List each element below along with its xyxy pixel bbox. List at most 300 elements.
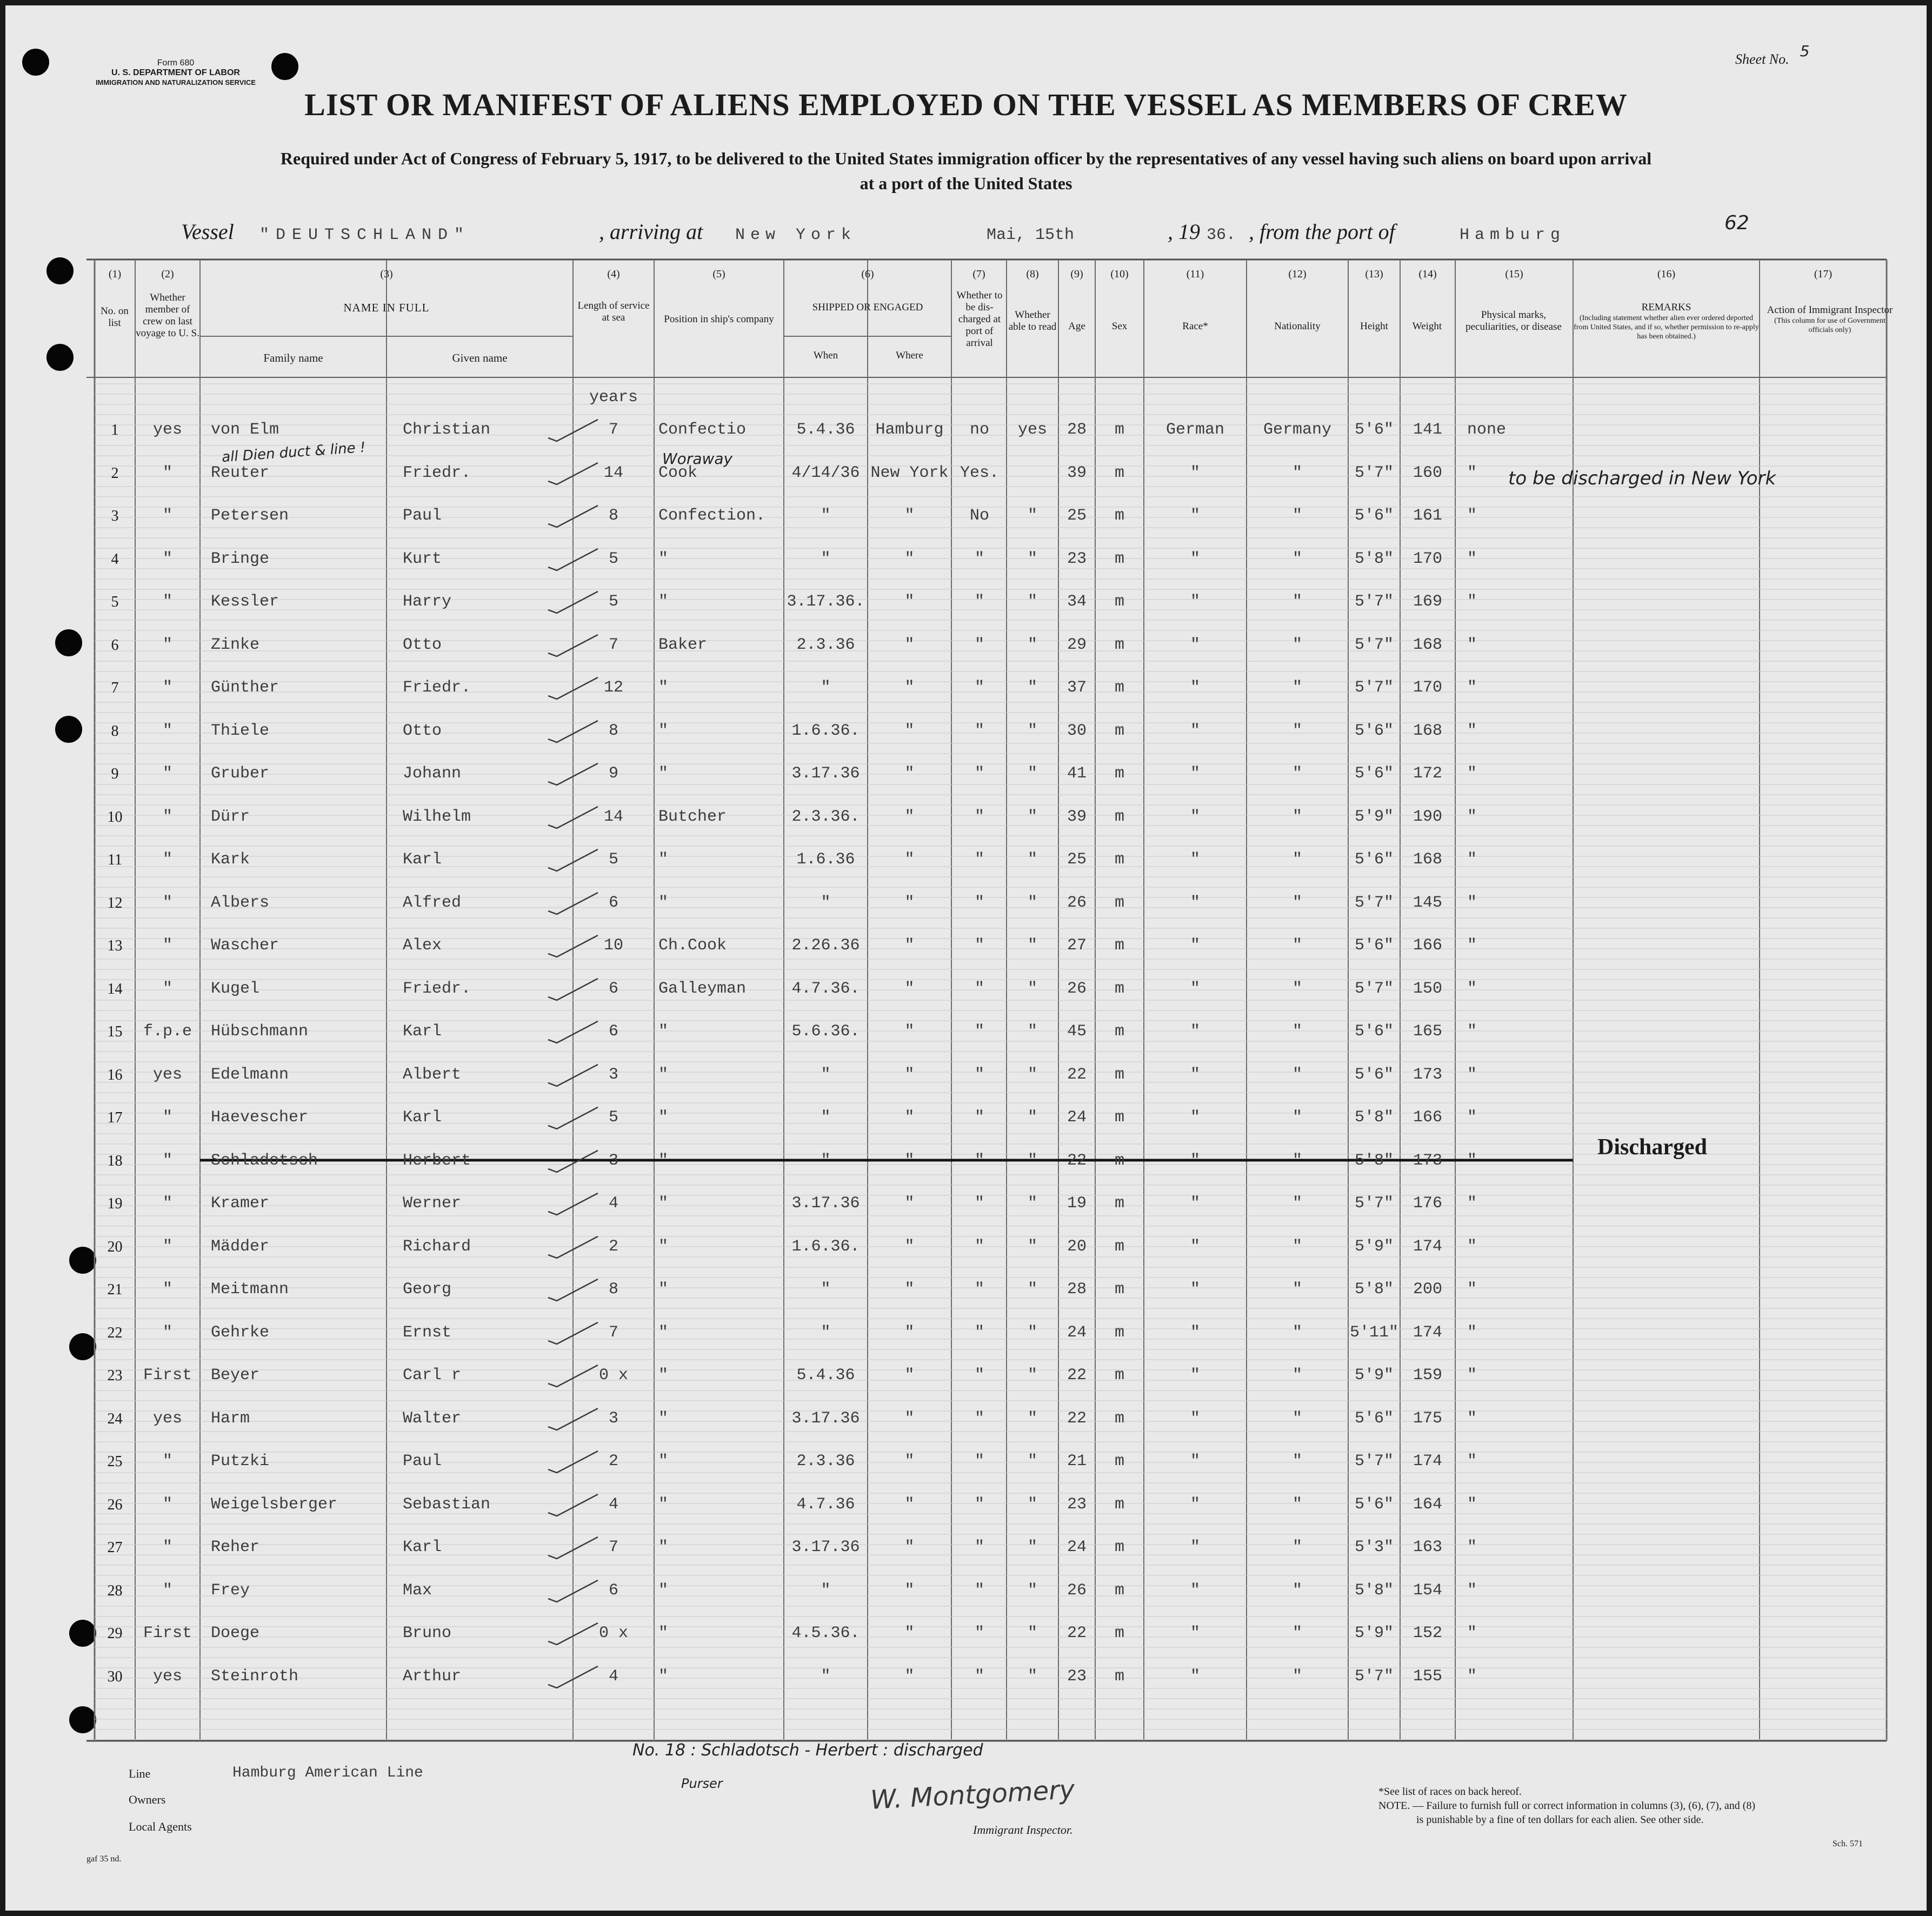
cell-service: 8	[608, 507, 618, 525]
cell-race: "	[1190, 1065, 1200, 1084]
cell-height: 5'6"	[1354, 721, 1394, 740]
cell-race: "	[1190, 549, 1200, 568]
check-mark-icon	[546, 1190, 600, 1217]
cell-race: "	[1190, 1366, 1200, 1385]
column-number: (17)	[1814, 268, 1833, 280]
cell-weight: 174	[1413, 1237, 1442, 1256]
cell-weight: 172	[1413, 764, 1442, 783]
cell-discharged: "	[974, 1538, 984, 1556]
cell-height: 5'9"	[1354, 807, 1394, 826]
check-mark-icon	[546, 631, 600, 658]
column-number: (12)	[1288, 268, 1307, 280]
cell-age: 21	[1067, 1452, 1087, 1471]
col-header-read: Whether able to read	[1008, 309, 1057, 332]
cell-shipped-when: 5.4.36	[796, 1366, 855, 1385]
arriving-label: , arriving at	[599, 219, 703, 244]
cell-crew-member: "	[162, 593, 172, 611]
cell-crew-member: yes	[152, 1409, 182, 1428]
footer-agents-label: Local Agents	[129, 1820, 192, 1833]
cell-crew-member: "	[162, 807, 172, 826]
cell-able-to-read: yes	[1017, 421, 1047, 439]
cell-shipped-where: "	[904, 1280, 915, 1299]
check-mark-icon	[546, 1405, 600, 1432]
cell-able-to-read: "	[1027, 1194, 1037, 1213]
cell-height: 5'9"	[1354, 1624, 1394, 1642]
cell-able-to-read: "	[1027, 1409, 1037, 1428]
cell-age: 22	[1067, 1624, 1087, 1642]
column-number: (9)	[1070, 268, 1083, 280]
cell-position: "	[658, 850, 669, 869]
cell-discharged: "	[974, 1495, 984, 1514]
cell-weight: 164	[1413, 1495, 1442, 1514]
col-header-family-name: Family name	[263, 351, 323, 364]
cell-crew-member: First	[143, 1624, 192, 1642]
row-number: 1	[111, 422, 119, 438]
cell-crew-member: f.p.e	[143, 1022, 192, 1041]
cell-shipped-when: "	[821, 1581, 831, 1600]
cell-nationality: "	[1292, 1624, 1302, 1642]
cell-position: Ch.Cook	[658, 936, 727, 955]
cell-shipped-where: "	[904, 721, 915, 740]
cell-able-to-read: "	[1027, 1280, 1037, 1299]
cell-given-name: Alfred	[403, 893, 462, 912]
cell-position: Butcher	[658, 807, 727, 826]
cell-age: 23	[1067, 1495, 1087, 1514]
column-number: (10)	[1110, 268, 1129, 280]
cell-sex: m	[1114, 678, 1124, 697]
cell-physical-marks: "	[1467, 936, 1477, 955]
cell-discharged: "	[974, 764, 984, 783]
row-number: 22	[107, 1324, 123, 1341]
row-number: 11	[108, 851, 122, 868]
handwritten-position-row2: Woraway	[662, 450, 733, 468]
footer-handwritten-note: No. 18 : Schladotsch - Herbert : discharged	[632, 1741, 983, 1760]
action-note: (This column for use of Government officials only)	[1774, 317, 1886, 334]
check-mark-icon	[546, 674, 600, 701]
cell-age: 26	[1067, 979, 1087, 998]
check-mark-icon	[546, 975, 600, 1002]
cell-sex: m	[1114, 1581, 1124, 1600]
cell-given-name: Otto	[403, 721, 442, 740]
cell-given-name: Bruno	[403, 1624, 452, 1642]
row-number: 21	[107, 1281, 123, 1298]
cell-discharged: "	[974, 1151, 984, 1170]
cell-family-name: Kugel	[211, 979, 260, 998]
cell-position: "	[658, 1108, 669, 1127]
cell-physical-marks: "	[1467, 1452, 1477, 1471]
cell-nationality: "	[1292, 1194, 1302, 1213]
cell-family-name: Dürr	[211, 807, 250, 826]
cell-shipped-where: "	[904, 549, 915, 568]
cell-physical-marks: "	[1467, 1667, 1477, 1686]
col-header-nationality: Nationality	[1274, 321, 1321, 332]
check-mark-icon	[546, 1104, 600, 1131]
cell-crew-member: "	[162, 678, 172, 697]
cell-race: "	[1190, 1538, 1200, 1556]
cell-given-name: Friedr.	[403, 463, 471, 482]
cell-nationality: "	[1292, 1237, 1302, 1256]
cell-sex: m	[1114, 979, 1124, 998]
cell-age: 39	[1067, 463, 1087, 482]
row-number: 30	[107, 1668, 123, 1685]
cell-height: 5'7"	[1354, 979, 1394, 998]
cell-height: 5'6"	[1354, 507, 1394, 525]
cell-crew-member: "	[162, 936, 172, 955]
cell-shipped-where: "	[904, 1624, 915, 1642]
cell-shipped-where: "	[904, 507, 915, 525]
cell-able-to-read: "	[1027, 1108, 1037, 1127]
cell-given-name: Ernst	[403, 1323, 452, 1342]
cell-height: 5'7"	[1354, 1194, 1394, 1213]
cell-position: "	[658, 1280, 669, 1299]
departure-port: Hamburg	[1460, 226, 1566, 244]
cell-nationality: "	[1292, 1409, 1302, 1428]
cell-discharged: "	[974, 721, 984, 740]
voyage-annotation: 62	[1724, 212, 1749, 234]
cell-service: 3	[608, 1151, 618, 1170]
cell-family-name: Weigelsberger	[211, 1495, 338, 1514]
cell-family-name: Thiele	[211, 721, 270, 740]
cell-service: 3	[608, 1409, 618, 1428]
cell-age: 25	[1067, 507, 1087, 525]
note-text-1: NOTE. — Failure to furnish full or correct information in columns (3), (6), (7), and (8)	[1378, 1800, 1756, 1812]
cell-shipped-when: 2.3.36	[796, 1452, 855, 1471]
cell-weight: 150	[1413, 979, 1442, 998]
cell-crew-member: yes	[152, 1667, 182, 1686]
cell-given-name: Johann	[403, 764, 462, 783]
cell-given-name: Friedr.	[403, 979, 471, 998]
col-header-weight: Weight	[1412, 321, 1442, 332]
cell-able-to-read: "	[1027, 635, 1037, 654]
cell-race: "	[1190, 850, 1200, 869]
cell-given-name: Karl	[403, 850, 442, 869]
cell-discharged: "	[974, 1409, 984, 1428]
row-number: 25	[107, 1453, 123, 1470]
cell-physical-marks: none	[1467, 421, 1507, 439]
cell-weight: 166	[1413, 936, 1442, 955]
cell-height: 5'6"	[1354, 1495, 1394, 1514]
cell-weight: 170	[1413, 549, 1442, 568]
check-mark-icon	[546, 846, 600, 873]
cell-age: 45	[1067, 1022, 1087, 1041]
sheet-number: 5	[1800, 42, 1810, 60]
cell-given-name: Karl	[403, 1108, 442, 1127]
cell-sex: m	[1114, 1323, 1124, 1342]
cell-crew-member: "	[162, 1151, 172, 1170]
cell-discharged: "	[974, 1624, 984, 1642]
cell-age: 26	[1067, 893, 1087, 912]
cell-nationality: "	[1292, 979, 1302, 998]
cell-nationality: "	[1292, 1108, 1302, 1127]
cell-physical-marks: "	[1467, 1280, 1477, 1299]
cell-service: 8	[608, 1280, 618, 1299]
row-number: 9	[111, 766, 119, 782]
cell-position: "	[658, 1323, 669, 1342]
row-number: 19	[107, 1195, 123, 1212]
cell-weight: 174	[1413, 1452, 1442, 1471]
cell-able-to-read: "	[1027, 678, 1037, 697]
cell-crew-member: "	[162, 507, 172, 525]
cell-given-name: Wilhelm	[403, 807, 471, 826]
cell-age: 39	[1067, 807, 1087, 826]
cell-physical-marks: "	[1467, 807, 1477, 826]
cell-weight: 200	[1413, 1280, 1442, 1299]
cell-family-name: Wascher	[211, 936, 279, 955]
cell-able-to-read: "	[1027, 807, 1037, 826]
cell-weight: 152	[1413, 1624, 1442, 1642]
cell-physical-marks: "	[1467, 1366, 1477, 1385]
cell-nationality: "	[1292, 1538, 1302, 1556]
cell-discharged: "	[974, 549, 984, 568]
cell-nationality: "	[1292, 507, 1302, 525]
cell-physical-marks: "	[1467, 1323, 1477, 1342]
cell-weight: 175	[1413, 1409, 1442, 1428]
cell-shipped-when: 5.4.36	[796, 421, 855, 439]
cell-able-to-read: "	[1027, 721, 1037, 740]
cell-position: "	[658, 1495, 669, 1514]
cell-nationality: "	[1292, 1323, 1302, 1342]
cell-discharged: "	[974, 1366, 984, 1385]
cell-able-to-read: "	[1027, 1452, 1037, 1471]
cell-physical-marks: "	[1467, 1065, 1477, 1084]
cell-able-to-read: "	[1027, 1667, 1037, 1686]
cell-given-name: Albert	[403, 1065, 462, 1084]
cell-position: "	[658, 1667, 669, 1686]
cell-discharged: "	[974, 1237, 984, 1256]
cell-sex: m	[1114, 1151, 1124, 1170]
cell-able-to-read: "	[1027, 850, 1037, 869]
cell-shipped-where: "	[904, 1237, 915, 1256]
cell-shipped-when: 2.3.36	[796, 635, 855, 654]
column-number: (13)	[1365, 268, 1383, 280]
cell-height: 5'7"	[1354, 1667, 1394, 1686]
cell-shipped-where: "	[904, 1194, 915, 1213]
cell-discharged: "	[974, 1065, 984, 1084]
cell-position: Baker	[658, 635, 708, 654]
cell-age: 19	[1067, 1194, 1087, 1213]
check-mark-icon	[546, 588, 600, 615]
cell-height: 5'7"	[1354, 678, 1394, 697]
cell-crew-member: "	[162, 1237, 172, 1256]
cell-nationality: "	[1292, 850, 1302, 869]
row-number: 29	[107, 1625, 123, 1642]
col-header-crew: Whether member of crew on last voyage to U. S.	[136, 292, 199, 339]
cell-able-to-read: "	[1027, 1323, 1037, 1342]
cell-shipped-where: "	[904, 1667, 915, 1686]
cell-position: "	[658, 1065, 669, 1084]
cell-discharged: "	[974, 1108, 984, 1127]
row-number: 28	[107, 1582, 123, 1599]
cell-sex: m	[1114, 936, 1124, 955]
row-number: 18	[107, 1152, 123, 1169]
row-number: 23	[107, 1367, 123, 1384]
cell-discharged: "	[974, 1194, 984, 1213]
row-number: 2	[111, 464, 119, 482]
cell-shipped-where: Hamburg	[875, 421, 944, 439]
cell-race: "	[1190, 764, 1200, 783]
cell-shipped-when: "	[821, 1151, 831, 1170]
cell-service: 4	[608, 1495, 618, 1514]
cell-sex: m	[1114, 549, 1124, 568]
cell-weight: 173	[1413, 1151, 1442, 1170]
arrival-year: 36.	[1207, 226, 1236, 244]
cell-nationality: "	[1292, 807, 1302, 826]
cell-physical-marks: "	[1467, 463, 1477, 482]
cell-nationality: "	[1292, 635, 1302, 654]
inspector-label: Immigrant Inspector.	[973, 1823, 1073, 1837]
cell-race: "	[1190, 1108, 1200, 1127]
cell-family-name: Beyer	[211, 1366, 260, 1385]
cell-sex: m	[1114, 1366, 1124, 1385]
column-number: (8)	[1026, 268, 1039, 280]
cell-race: "	[1190, 1452, 1200, 1471]
cell-service: 7	[608, 421, 618, 439]
cell-shipped-when: 3.17.36	[791, 1194, 860, 1213]
cell-discharged: "	[974, 807, 984, 826]
cell-age: 23	[1067, 549, 1087, 568]
row-number: 3	[111, 508, 119, 524]
col-header-where: Where	[896, 350, 923, 361]
cell-height: 5'8"	[1354, 549, 1394, 568]
cell-able-to-read: "	[1027, 507, 1037, 525]
cell-crew-member: yes	[152, 1065, 182, 1084]
cell-given-name: Sebastian	[403, 1495, 491, 1514]
manifest-sheet	[5, 5, 1927, 1911]
check-mark-icon	[546, 1061, 600, 1088]
cell-family-name: Harm	[211, 1409, 250, 1428]
cell-shipped-when: "	[821, 1280, 831, 1299]
cell-position: "	[658, 1581, 669, 1600]
cell-height: 5'6"	[1354, 421, 1394, 439]
cell-race: "	[1190, 721, 1200, 740]
cell-service: 2	[608, 1237, 618, 1256]
cell-crew-member: "	[162, 893, 172, 912]
col-header-height: Height	[1360, 321, 1388, 332]
cell-age: 22	[1067, 1409, 1087, 1428]
col-header-sex: Sex	[1111, 321, 1128, 332]
column-number: (4)	[607, 268, 620, 280]
cell-given-name: Walter	[403, 1409, 462, 1428]
cell-height: 5'9"	[1354, 1237, 1394, 1256]
cell-family-name: Doege	[211, 1624, 260, 1642]
cell-shipped-when: "	[821, 549, 831, 568]
check-mark-icon	[546, 760, 600, 787]
cell-sex: m	[1114, 463, 1124, 482]
cell-sex: m	[1114, 1667, 1124, 1686]
cell-shipped-where: "	[904, 979, 915, 998]
row-number: 17	[107, 1109, 123, 1126]
cell-given-name: Paul	[403, 1452, 442, 1471]
cell-service: 10	[603, 936, 623, 955]
service-name: IMMIGRATION AND NATURALIZATION SERVICE	[95, 78, 256, 87]
action-title: Action of Immigrant Inspector	[1767, 304, 1893, 316]
cell-age: 26	[1067, 1581, 1087, 1600]
cell-weight: 154	[1413, 1581, 1442, 1600]
cell-service: 5	[608, 850, 618, 869]
cell-race: "	[1190, 1323, 1200, 1342]
cell-position: "	[658, 721, 669, 740]
cell-family-name: Petersen	[211, 507, 289, 525]
cell-discharged: "	[974, 635, 984, 654]
cell-family-name: Schladotsch	[211, 1151, 318, 1170]
cell-shipped-when: "	[821, 507, 831, 525]
year-prefix: , 19	[1168, 219, 1200, 244]
form-number: Form 680	[157, 58, 195, 68]
check-mark-icon	[546, 1319, 600, 1346]
cell-service: 2	[608, 1452, 618, 1471]
cell-shipped-where: "	[904, 850, 915, 869]
row-number: 8	[111, 722, 119, 740]
cell-physical-marks: "	[1467, 979, 1477, 998]
cell-family-name: Bringe	[211, 549, 270, 568]
cell-position: "	[658, 1452, 669, 1471]
cell-height: 5'7"	[1354, 1452, 1394, 1471]
cell-crew-member: "	[162, 850, 172, 869]
cell-given-name: Friedr.	[403, 678, 471, 697]
cell-sex: m	[1114, 1495, 1124, 1514]
cell-discharged: "	[974, 850, 984, 869]
cell-given-name: Arthur	[403, 1667, 462, 1686]
cell-able-to-read: "	[1027, 1538, 1037, 1556]
cell-crew-member: "	[162, 1194, 172, 1213]
cell-nationality: "	[1292, 1667, 1302, 1686]
row-number: 24	[107, 1410, 123, 1427]
cell-weight: 159	[1413, 1366, 1442, 1385]
cell-height: 5'11"	[1349, 1323, 1398, 1342]
cell-nationality: "	[1292, 1495, 1302, 1514]
check-mark-icon	[546, 1620, 600, 1647]
cell-position: "	[658, 678, 669, 697]
cell-sex: m	[1114, 1237, 1124, 1256]
row-number: 10	[107, 808, 123, 826]
cell-physical-marks: "	[1467, 1151, 1477, 1170]
cell-physical-marks: "	[1467, 1581, 1477, 1600]
cell-discharged: "	[974, 979, 984, 998]
cell-shipped-when: 4.7.36	[796, 1495, 855, 1514]
cell-nationality: Germany	[1263, 421, 1332, 439]
cell-race: "	[1190, 507, 1200, 525]
remarks-title: REMARKS	[1641, 302, 1691, 313]
cell-service: 4	[608, 1667, 618, 1686]
check-mark-icon	[546, 1491, 600, 1518]
cell-shipped-where: "	[904, 1022, 915, 1041]
check-mark-icon	[546, 1534, 600, 1561]
cell-sex: m	[1114, 1538, 1124, 1556]
cell-height: 5'7"	[1354, 463, 1394, 482]
cell-age: 28	[1067, 1280, 1087, 1299]
cell-sex: m	[1114, 1409, 1124, 1428]
cell-shipped-when: 2.26.36	[791, 936, 860, 955]
cell-able-to-read: "	[1027, 1495, 1037, 1514]
cell-height: 5'6"	[1354, 1409, 1394, 1428]
col-header-age: Age	[1068, 321, 1085, 332]
cell-weight: 176	[1413, 1194, 1442, 1213]
cell-physical-marks: "	[1467, 635, 1477, 654]
cell-shipped-when: 2.3.36.	[791, 807, 860, 826]
cell-able-to-read: "	[1027, 593, 1037, 611]
cell-able-to-read: "	[1027, 936, 1037, 955]
cell-age: 22	[1067, 1065, 1087, 1084]
cell-weight: 165	[1413, 1022, 1442, 1041]
cell-discharged: Yes.	[960, 463, 999, 482]
cell-crew-member: "	[162, 635, 172, 654]
cell-nationality: "	[1292, 1280, 1302, 1299]
cell-race: "	[1190, 1151, 1200, 1170]
cell-weight: 155	[1413, 1667, 1442, 1686]
cell-shipped-when: 1.6.36	[796, 850, 855, 869]
cell-crew-member: "	[162, 1280, 172, 1299]
cell-physical-marks: "	[1467, 764, 1477, 783]
